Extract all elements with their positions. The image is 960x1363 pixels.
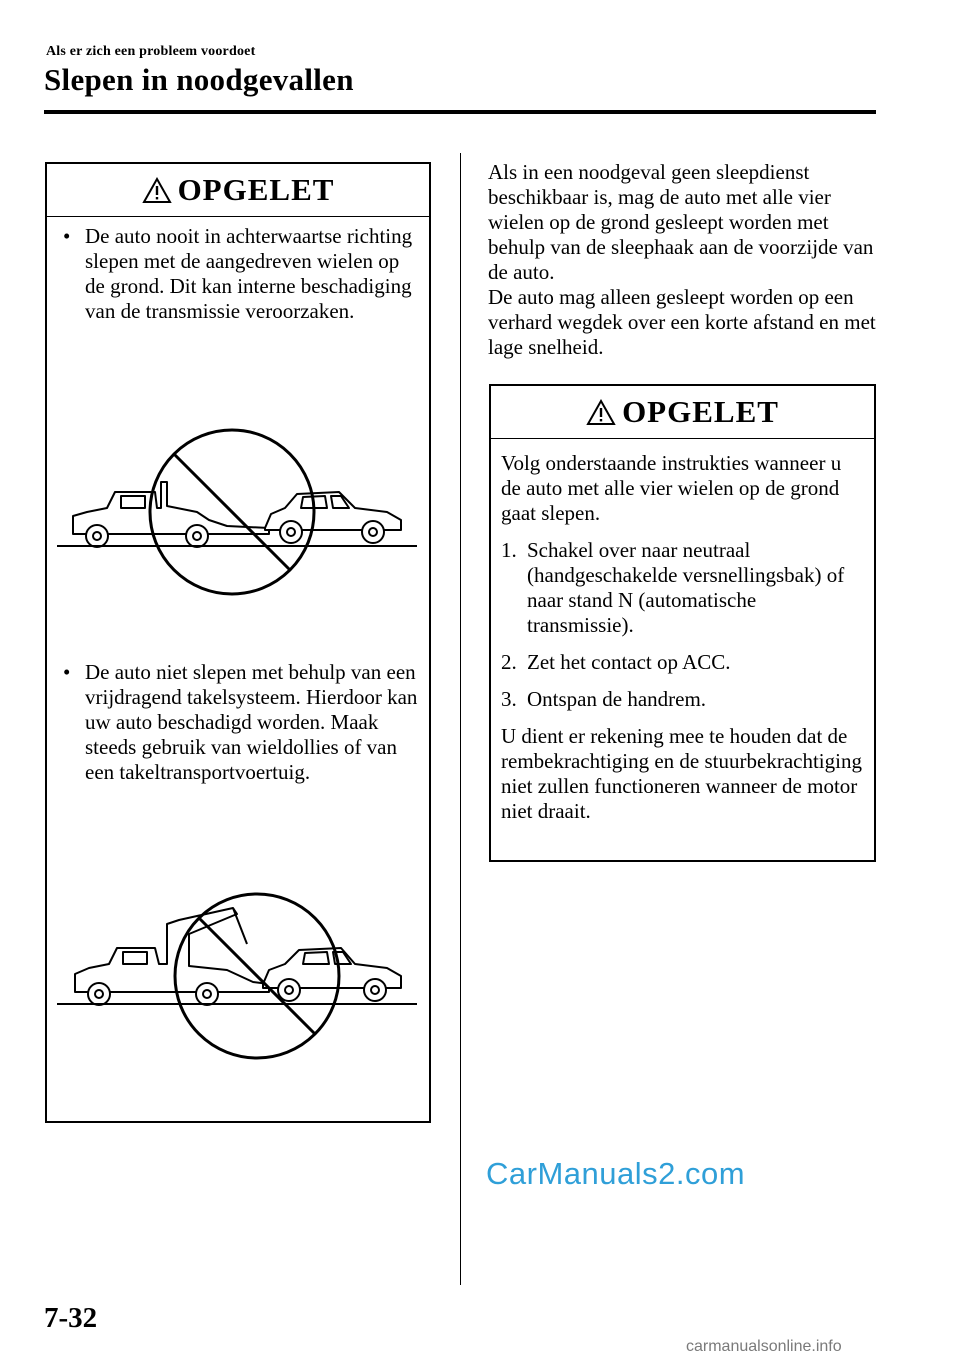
page-number: 7-32 [44, 1302, 98, 1334]
list-item [501, 538, 864, 638]
column-divider [460, 153, 461, 1285]
left-caution-box [45, 162, 431, 1123]
step-number: 1. [501, 538, 517, 562]
bullet-symbol: • [63, 224, 71, 248]
page-title: Slepen in noodgevallen [44, 62, 354, 97]
list-item [63, 660, 418, 785]
list-item [63, 224, 418, 324]
step-text: Schakel over naar neutraal (handgeschakelde versnellingsbak) of naar stand N (automatische transmissie). [527, 538, 845, 637]
title-divider [44, 110, 876, 114]
section-heading: Als er zich een probleem voordoet [46, 44, 256, 59]
bullet-symbol: • [63, 660, 71, 684]
intro-paragraph: Als in een noodgeval geen sleepdienst beschikbaar is, mag de auto met alle vier wielen op de grond gesleept worden met behulp van de sleephaak aan de voorzijde van de auto. [488, 160, 874, 284]
caution-label: OPGELET [177, 172, 335, 207]
steps-list [501, 538, 864, 712]
list-item [501, 687, 864, 712]
step-text: Zet het contact op ACC. [527, 650, 731, 674]
tow-backwards-illustration [57, 408, 417, 608]
step-number: 3. [501, 687, 517, 711]
warning-triangle-icon [586, 399, 616, 426]
wheel-lift-tow-illustration [57, 864, 417, 1064]
warning-triangle-icon [142, 177, 172, 204]
bullet-text: De auto niet slepen met behulp van een vrijdragend takelsysteem. Hierdoor kan uw auto beschadigd worden. Maak steeds gebruik van wieldollies of van een takeltransportvoertuig. [85, 660, 418, 784]
step-text: Ontspan de handrem. [527, 687, 707, 711]
step-number: 2. [501, 650, 517, 674]
intro-paragraph: De auto mag alleen gesleept worden op een verhard wegdek over een korte afstand en met lage snelheid. [488, 285, 876, 359]
caution-body [491, 439, 874, 824]
list-item [501, 650, 864, 675]
watermark-logo: CarManuals2.com [486, 1156, 746, 1191]
right-caution-box [489, 384, 876, 862]
bullet-text: De auto nooit in achterwaartse richting slepen met de aangedreven wielen op de grond. Dit kan interne beschadiging van de transmissie veroorzaken. [85, 224, 413, 323]
caution-header [491, 386, 874, 439]
intro-paragraphs [488, 160, 878, 360]
caution-header [47, 164, 429, 217]
caution-label: OPGELET [622, 394, 779, 429]
caution-outro: U dient er rekening mee te houden dat de rembekrachtiging en de stuurbekrachtiging niet zullen functioneren wanneer de motor niet draait. [501, 724, 862, 823]
footer-site-link[interactable]: carmanualsonline.info [686, 1338, 842, 1355]
caution-intro: Volg onderstaande instrukties wanneer u de auto met alle vier wielen op de grond gaat slepen. [501, 451, 842, 525]
